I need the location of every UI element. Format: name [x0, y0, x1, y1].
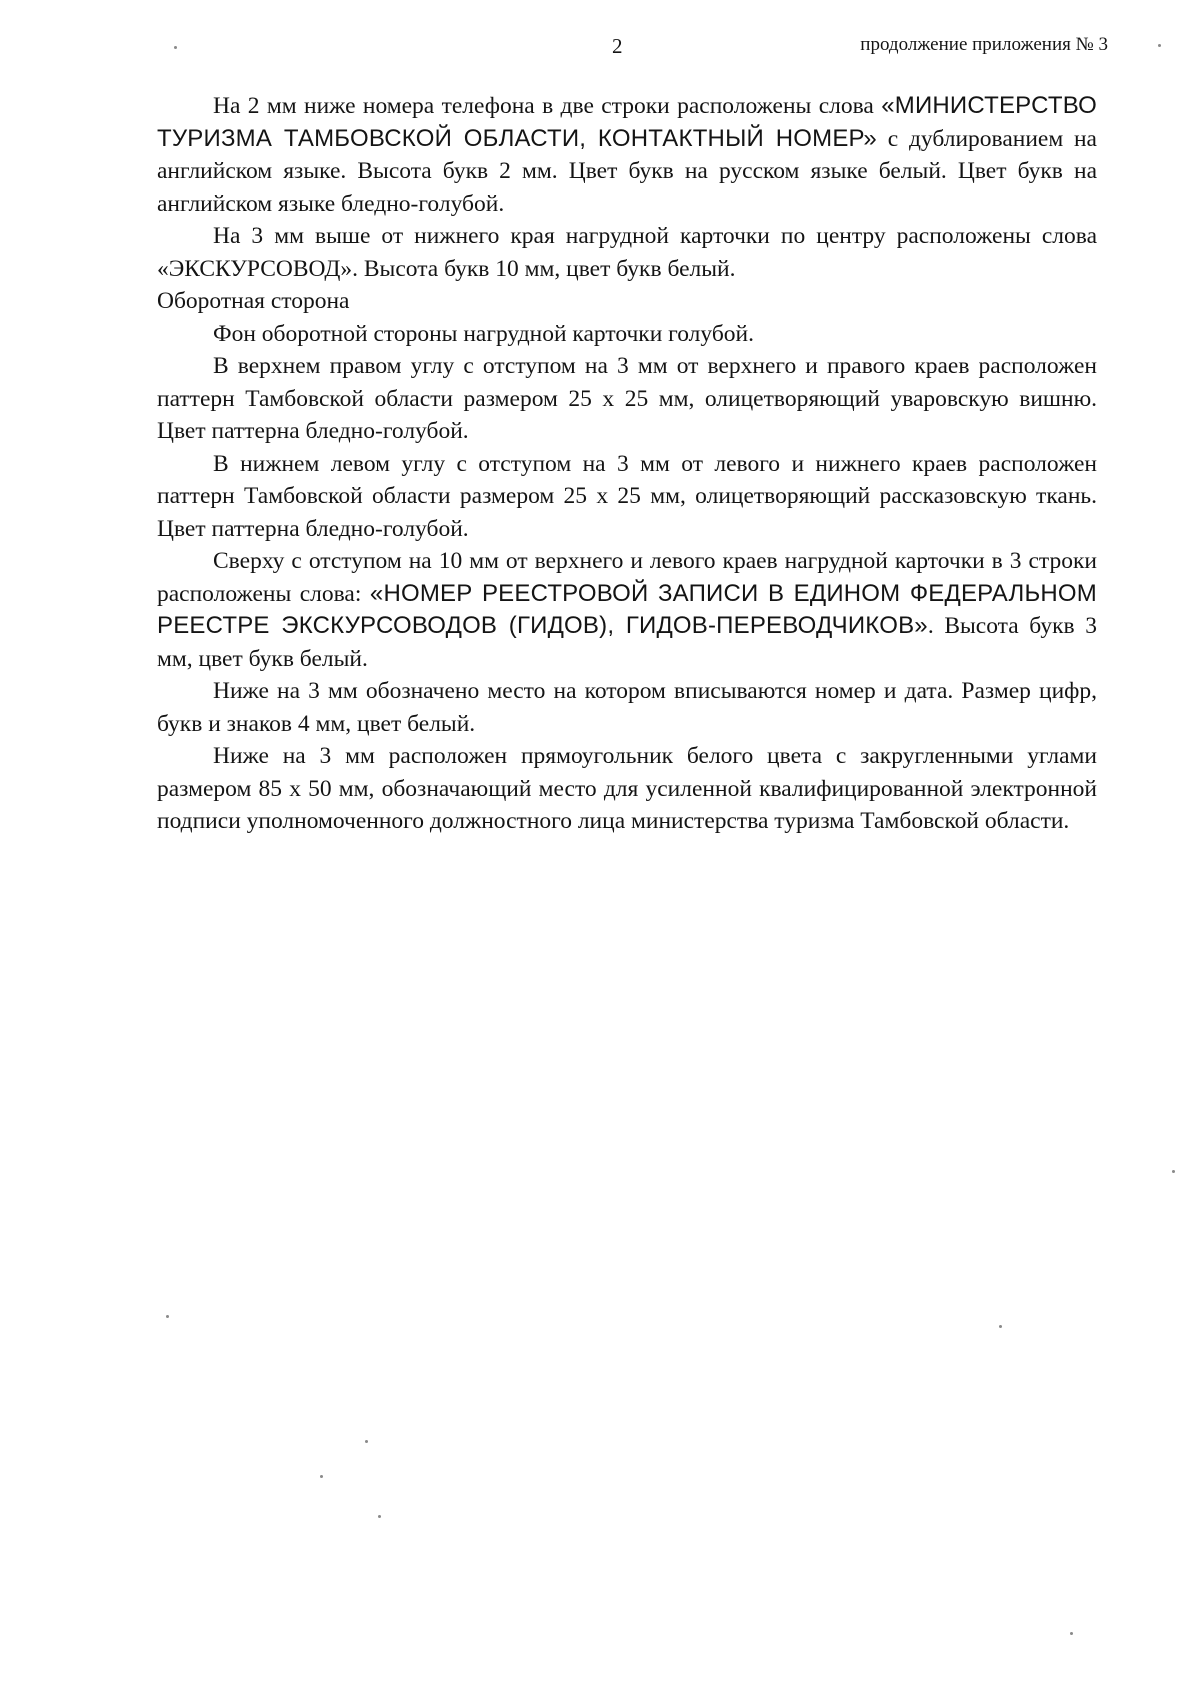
scan-speck [999, 1325, 1002, 1328]
section-title-back-side: Оборотная сторона [157, 288, 350, 314]
paragraph-top-right-pattern: В верхнем правом углу с отступом на 3 мм от верхнего и правого краев расположен паттерн Тамбовской области размером 25 х 25 мм, олицетворяющий уваровскую вишню. Цвет паттерна бледно-голубой. [157, 353, 1097, 444]
scan-speck [378, 1515, 381, 1518]
appendix-continuation-note: продолжение приложения № 3 [860, 34, 1108, 55]
paragraph-ministry-text [157, 90, 1097, 220]
document-body [157, 90, 1097, 838]
paragraph-text: Сверху с отступом на 10 мм от верхнего и левого краев нагрудной карточки в 3 строки расположены слова: [157, 548, 1097, 607]
paragraph-text: На 2 мм ниже номера телефона в две строки расположены слова [213, 93, 882, 119]
scan-speck [320, 1475, 323, 1478]
paragraph-background: Фон оборотной стороны нагрудной карточки голубой. [213, 320, 754, 347]
scan-speck [365, 1440, 368, 1443]
paragraph-text: с дублированием на английском языке. Высота букв 2 мм. Цвет букв на русском языке белый. Цвет букв на английском языке бледно-голубой. [157, 125, 1097, 217]
paragraph-text: . Высота букв 3 мм, цвет букв белый. [157, 613, 1097, 672]
scan-speck [1158, 44, 1161, 47]
scan-speck [174, 46, 177, 49]
caps-inscription: «НОМЕР РЕЕСТРОВОЙ ЗАПИСИ В ЕДИНОМ ФЕДЕРАЛЬНОМ РЕЕСТРЕ ЭКСКУРСОВОДОВ (ГИДОВ), ГИДОВ-ПЕРЕВОДЧИКОВ» [157, 579, 1097, 639]
paragraph-guide-word: На 3 мм выше от нижнего края нагрудной карточки по центру расположены слова «ЭКСКУРСОВОД». Высота букв 10 мм, цвет букв белый. [157, 223, 1097, 282]
scan-speck [166, 1315, 169, 1318]
scan-speck [1172, 1170, 1175, 1173]
page-number: 2 [612, 34, 623, 58]
caps-inscription: «МИНИСТЕРСТВО ТУРИЗМА ТАМБОВСКОЙ ОБЛАСТИ, КОНТАКТНЫЙ НОМЕР» [157, 92, 1097, 152]
paragraph-bottom-left-pattern: В нижнем левом углу с отступом на 3 мм от левого и нижнего краев расположен паттерн Тамбовской области размером 25 х 25 мм, олицетворяющий рассказовскую ткань. Цвет паттерна бледно-голубой. [157, 450, 1097, 542]
paragraph-registry-text [157, 545, 1097, 675]
scan-speck [1070, 1632, 1073, 1635]
paragraph-signature-box: Ниже на 3 мм расположен прямоугольник белого цвета с закругленными углами размером 85 х 50 мм, обозначающий место для усиленной квалифицированной электронной подписи уполномоченного должностного лица министерства туризма Тамбовской области. [157, 743, 1097, 834]
paragraph-number-date: Ниже на 3 мм обозначено место на котором вписываются номер и дата. Размер цифр, букв и знаков 4 мм, цвет белый. [157, 678, 1097, 737]
